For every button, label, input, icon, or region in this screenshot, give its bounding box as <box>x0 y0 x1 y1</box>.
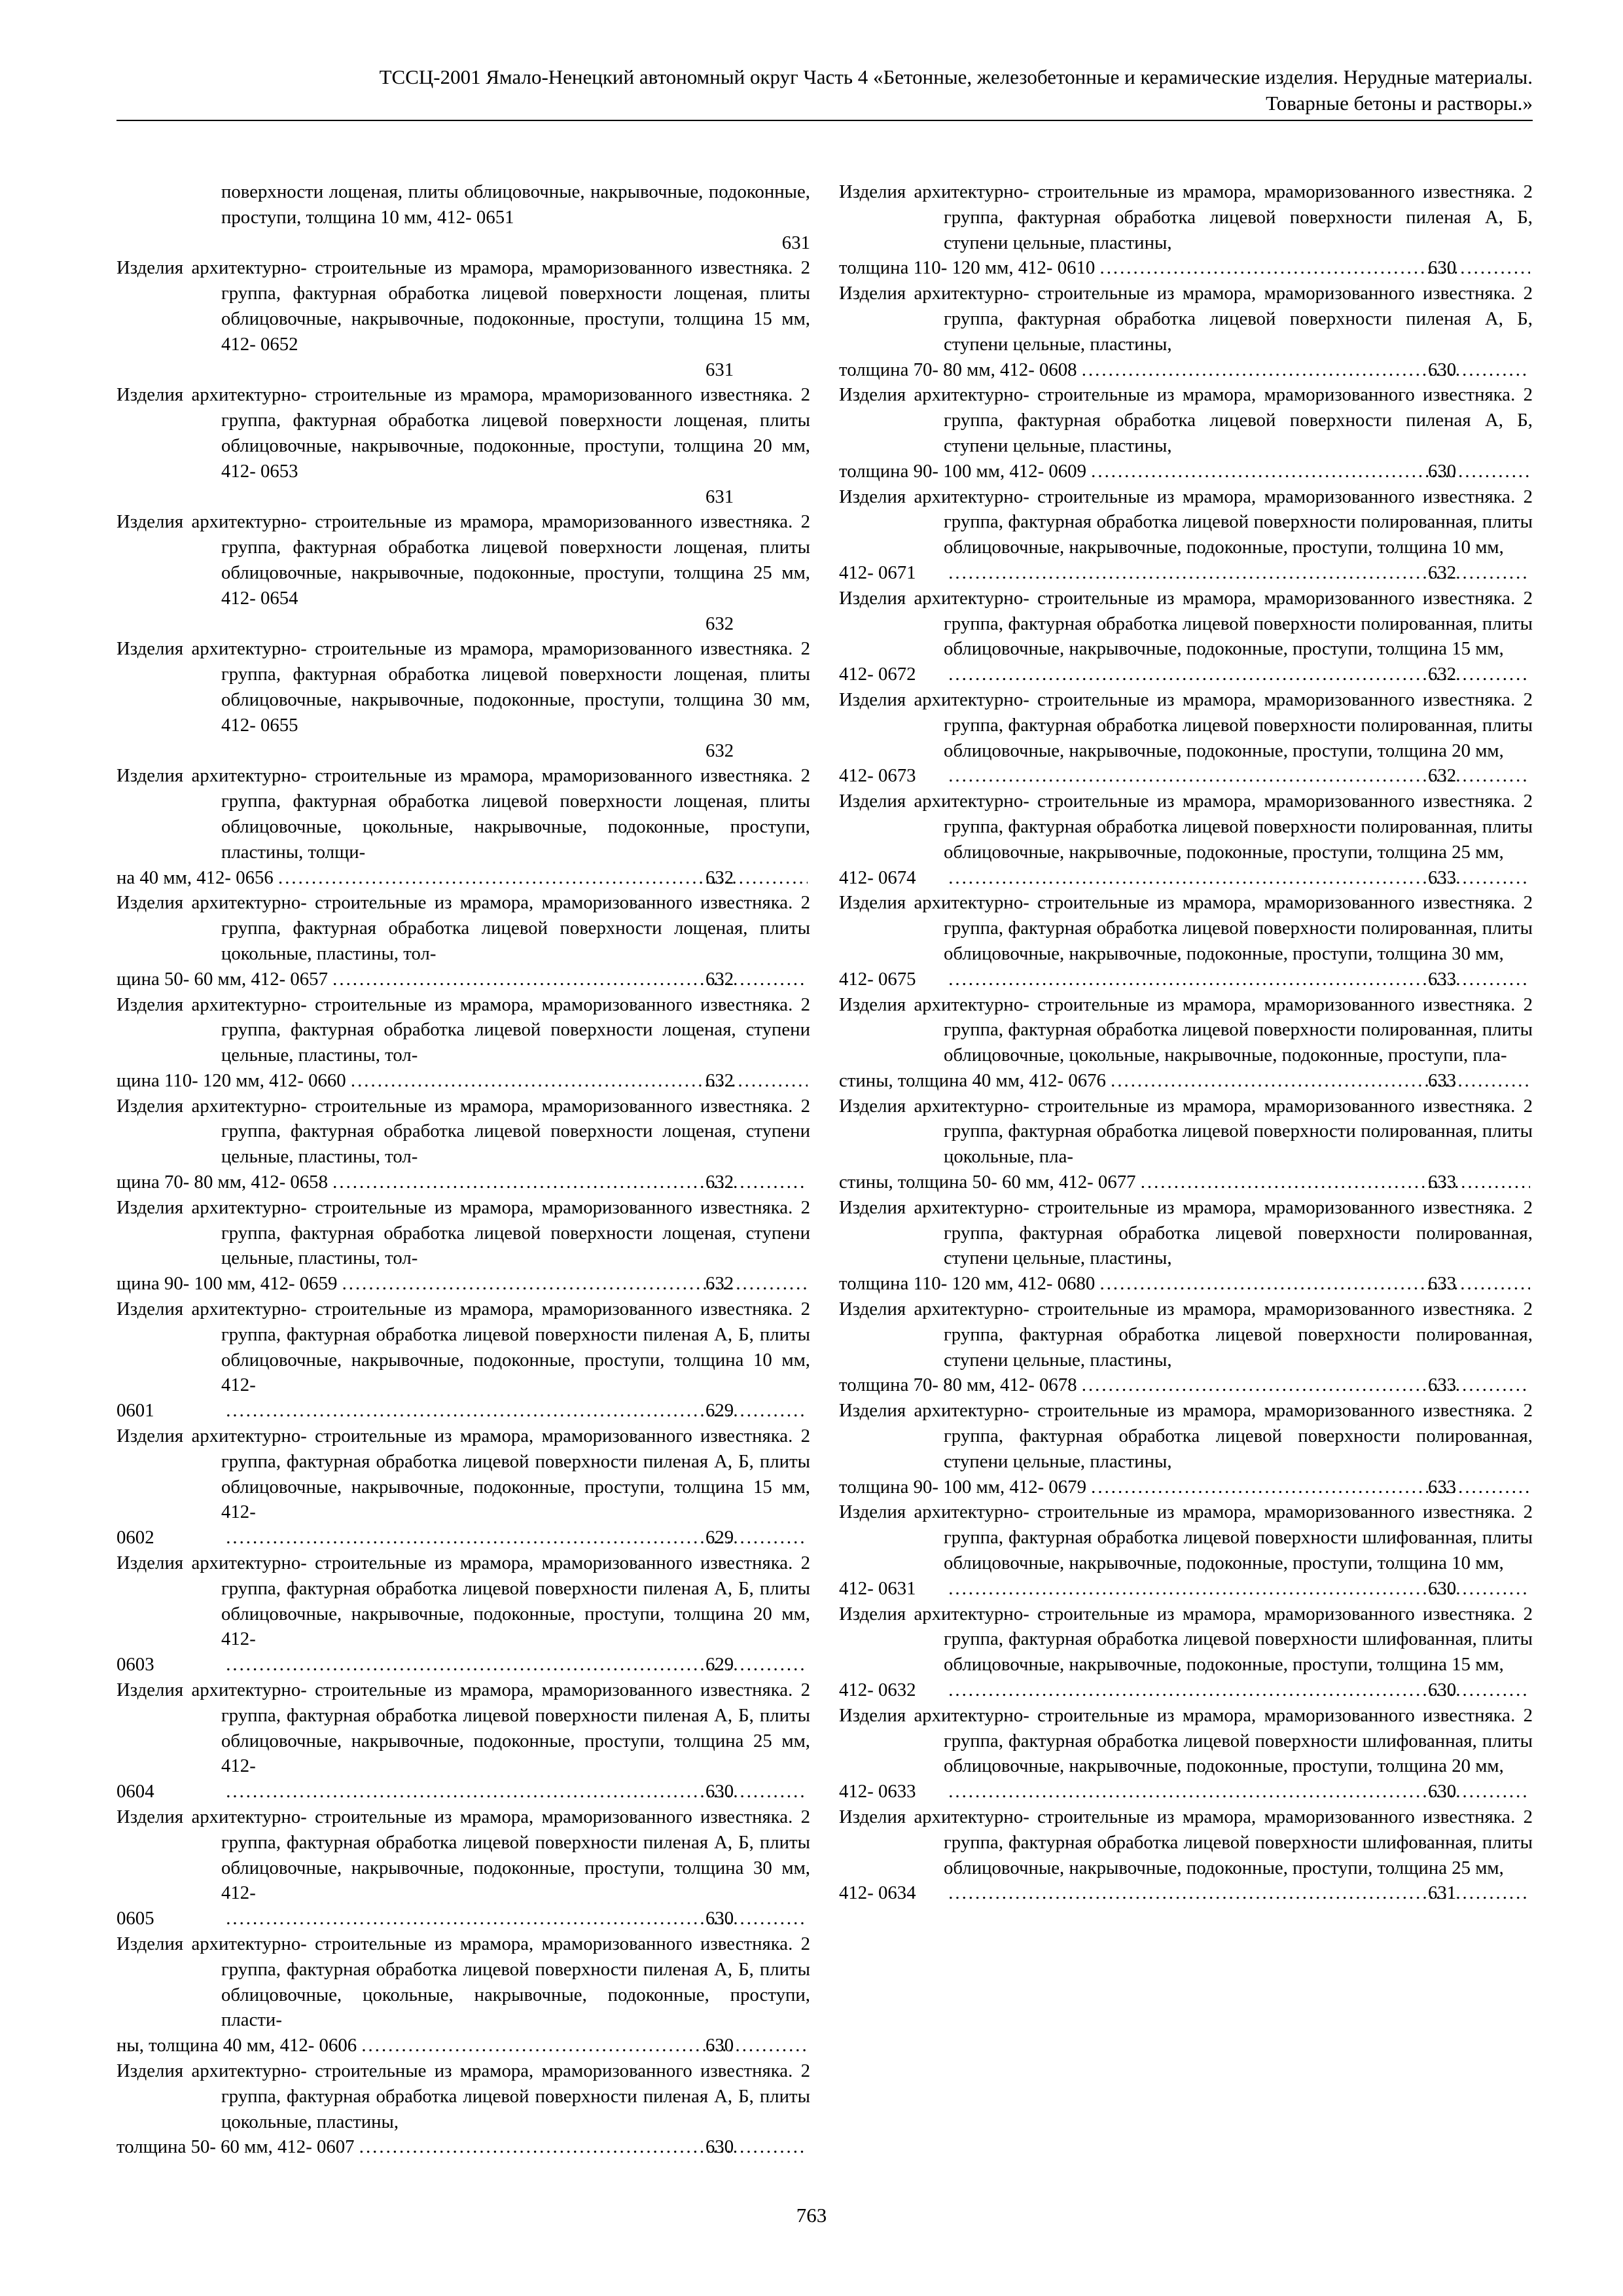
index-entry-lead: Изделия <box>839 384 906 406</box>
index-entry-tail: ны, толщина 40 мм, 412- 0606 <box>116 2035 357 2056</box>
dot-leader <box>1109 1068 1530 1094</box>
index-entry-body: архитектурно- строительные из мрамора, мраморизованного известняка. 2 группа, фактурная обработка лицевой поверхности лощеная, ступени цельные, пластины, тол- <box>191 1196 810 1269</box>
index-entry-body: архитектурно- строительные из мрамора, мраморизованного известняка. 2 группа, фактурная обработка лицевой поверхности полированная, ступени цельные, пластины, <box>914 1400 1533 1472</box>
index-entry-text <box>116 1551 810 1652</box>
index-entry <box>116 2058 810 2160</box>
index-entry-body: архитектурно- строительные из мрамора, мраморизованного известняка. 2 группа, фактурная обработка лицевой поверхности полированная, плиты цокольные, пла- <box>914 1095 1533 1168</box>
index-entry <box>839 382 1533 484</box>
index-entry-body: архитектурно- строительные из мрамора, мраморизованного известняка. 2 группа, фактурная обработка лицевой поверхности пиленая А, Б, ступени цельные, пластины, <box>914 181 1533 253</box>
index-entry-text <box>839 1297 1533 1372</box>
index-entry-tail: стины, толщина 50- 60 мм, 412- 0677 <box>839 1172 1136 1193</box>
index-entry-text <box>116 1677 810 1779</box>
index-entry-text <box>839 484 1533 560</box>
index-entry-text <box>839 1398 1533 1474</box>
index-entry-leader-line: 632 <box>705 740 734 761</box>
index-entry-text <box>116 1804 810 1906</box>
index-entry-body: архитектурно- строительные из мрамора, мраморизованного известняка. 2 группа, фактурная обработка лицевой поверхности пиленая А, Б, плиты облицовочные, накрывочные, подоконные, проступи, толщина 30 мм, 412- <box>191 1806 810 1904</box>
index-entry-tail: на 40 мм, 412- 0656 <box>116 867 274 888</box>
index-entry-body: архитектурно- строительные из мрамора, мраморизованного известняка. 2 группа, фактурная обработка лицевой поверхности пиленая А, Б, плиты облицовочные, накрывочные, подоконные, проступи, толщина 10 мм, 412- <box>191 1299 810 1396</box>
index-entry-lead: Изделия <box>116 892 184 914</box>
index-entry-lead: Изделия <box>839 1603 906 1624</box>
index-entry <box>116 382 810 509</box>
index-entry <box>839 1398 1533 1499</box>
index-entry-lead: Изделия <box>839 892 906 914</box>
index-entry-lead: Изделия <box>116 638 184 660</box>
index-entry <box>116 763 810 890</box>
index-entry-tail: толщина 110- 120 мм, 412- 0610 <box>839 257 1096 279</box>
index-entry-leader-line: 0602 ..... 629 <box>221 1525 810 1551</box>
index-entry-text <box>839 1602 1533 1677</box>
index-entry <box>839 890 1533 992</box>
dot-leader <box>330 967 808 992</box>
index-entry-text <box>116 636 810 738</box>
index-entry-leader-line: толщина 70- 80 мм, 412- 0678 ..... 633 <box>944 1372 1533 1398</box>
index-entry-lead: Изделия <box>839 1299 906 1320</box>
index-entry-text <box>839 179 1533 255</box>
index-entry-body: архитектурно- строительные из мрамора, мраморизованного известняка. 2 группа, фактурная обработка лицевой поверхности пиленая А, Б, ступени цельные, пластины, <box>914 384 1533 456</box>
index-entry <box>116 1551 810 1677</box>
index-entry-leader-line: щина 90- 100 мм, 412- 0659 ..... 632 <box>221 1271 810 1297</box>
index-entry <box>116 1804 810 1931</box>
index-entry-lead: Изделия <box>839 181 906 202</box>
dot-leader <box>340 1271 808 1297</box>
index-entry-text <box>839 992 1533 1068</box>
dot-leader <box>1139 1170 1530 1195</box>
index-entry-tail: щина 110- 120 мм, 412- 0660 <box>116 1069 346 1091</box>
index-entry-text <box>839 382 1533 458</box>
index-entry-text <box>116 255 810 357</box>
index-entry-body: архитектурно- строительные из мрамора, мраморизованного известняка. 2 группа, фактурная обработка лицевой поверхности пиленая А, Б, плиты облицовочные, цокольные, накрывочные, подоконные, проступи, пласти- <box>191 1933 810 2031</box>
index-entry-leader-line: толщина 110- 120 мм, 412- 0680 ..... 633 <box>944 1271 1533 1297</box>
dot-leader <box>1089 459 1530 484</box>
index-entry-text <box>116 1424 810 1525</box>
index-entry-text <box>116 382 810 484</box>
index-entry-lead: Изделия <box>116 1426 184 1447</box>
index-entry <box>839 1195 1533 1297</box>
index-entry-leader-line: 0601 ..... 629 <box>221 1398 810 1424</box>
page-number: 763 <box>796 2204 827 2227</box>
index-entry-lead: Изделия <box>116 765 184 787</box>
index-entry-lead: Изделия <box>116 1679 184 1701</box>
index-entry-body: архитектурно- строительные из мрамора, мраморизованного известняка. 2 группа, фактурная обработка лицевой поверхности шлифованная, плиты облицовочные, накрывочные, подоконные, проступи, толщина 15 мм, <box>914 1603 1533 1676</box>
index-entry-lead: Изделия <box>839 486 906 507</box>
index-entry-text <box>839 1703 1533 1779</box>
index-entry-text <box>116 763 810 865</box>
index-entry-body: архитектурно- строительные из мрамора, мраморизованного известняка. 2 группа, фактурная обработка лицевой поверхности шлифованная, плиты облицовочные, накрывочные, подоконные, проступи, толщина 10 мм, <box>914 1501 1533 1574</box>
index-entry-body: архитектурно- строительные из мрамора, мраморизованного известняка. 2 группа, фактурная обработка лицевой поверхности лощеная, плиты облицовочные, накрывочные, подоконные, проступи, толщина 25 мм, 412- 0654 <box>191 511 810 609</box>
index-entry-text <box>839 1195 1533 1271</box>
dot-leader <box>359 2033 808 2058</box>
index-entry-tail: щина 90- 100 мм, 412- 0659 <box>116 1273 338 1295</box>
index-entry <box>839 687 1533 789</box>
index-entry-tail: толщина 110- 120 мм, 412- 0680 <box>839 1273 1096 1295</box>
index-entry <box>116 1297 810 1424</box>
index-entry-lead: Изделия <box>116 257 184 279</box>
index-entry-leader-line: толщина 110- 120 мм, 412- 0610 ..... 630 <box>944 255 1533 281</box>
index-entry <box>839 1499 1533 1601</box>
index-entry-body: архитектурно- строительные из мрамора, мраморизованного известняка. 2 группа, фактурная обработка лицевой поверхности пиленая А, Б, плиты облицовочные, накрывочные, подоконные, проступи, толщина 20 мм, 412- <box>191 1552 810 1650</box>
index-entry-leader-line: стины, толщина 40 мм, 412- 0676 ..... 633 <box>944 1068 1533 1094</box>
index-entry-body: архитектурно- строительные из мрамора, мраморизованного известняка. 2 группа, фактурная обработка лицевой поверхности полированная, плиты облицовочные, цокольные, накрывочные, подоконные, проступи, пла- <box>914 994 1533 1066</box>
index-entry-lead: Изделия <box>839 791 906 812</box>
index-entry-lead: Изделия <box>839 283 906 304</box>
index-entry-tail: стины, толщина 40 мм, 412- 0676 <box>839 1069 1106 1091</box>
index-entry-text <box>116 1931 810 2033</box>
index-entry <box>116 1424 810 1551</box>
index-column-left <box>116 179 810 2160</box>
index-entry <box>839 1703 1533 1804</box>
dot-leader <box>1080 1372 1530 1398</box>
index-entry-text <box>839 687 1533 763</box>
index-entry-lead: Изделия <box>116 1552 184 1574</box>
index-entry-lead: Изделия <box>839 1095 906 1117</box>
index-entry-lead: Изделия <box>116 384 184 406</box>
index-entry-leader-line: 0603 ..... 629 <box>221 1652 810 1677</box>
index-entry-body: архитектурно- строительные из мрамора, мраморизованного известняка. 2 группа, фактурная обработка лицевой поверхности лощеная, плиты облицовочные, накрывочные, подоконные, проступи, толщина 15 мм, 412- 0652 <box>191 257 810 355</box>
index-entry <box>839 281 1533 382</box>
index-entry-lead: Изделия <box>839 587 906 609</box>
index-entry-lead: Изделия <box>116 994 184 1015</box>
index-entry-leader-line: щина 50- 60 мм, 412- 0657 ..... 632 <box>221 967 810 992</box>
index-column-right <box>839 179 1533 1906</box>
index-entry-body: поверхности лощеная, плиты облицовочные, накрывочные, подоконные, проступи, толщина 10 мм, 412- 0651 <box>221 181 810 228</box>
index-entry-tail: щина 70- 80 мм, 412- 0658 <box>116 1172 328 1193</box>
index-entry-leader-line: 412- 0632 ..... 630 <box>944 1677 1533 1703</box>
index-entry-lead: Изделия <box>839 689 906 710</box>
index-entry-body: архитектурно- строительные из мрамора, мраморизованного известняка. 2 группа, фактурная обработка лицевой поверхности полированная, плиты облицовочные, накрывочные, подоконные, проступи, толщина 25 мм, <box>914 791 1533 863</box>
index-entry-leader-line: стины, толщина 50- 60 мм, 412- 0677 ..... 633 <box>944 1170 1533 1195</box>
dot-leader <box>349 1068 808 1094</box>
index-entry-body: архитектурно- строительные из мрамора, мраморизованного известняка. 2 группа, фактурная обработка лицевой поверхности пиленая А, Б, ступени цельные, пластины, <box>914 283 1533 355</box>
index-entry-tail: толщина 70- 80 мм, 412- 0678 <box>839 1374 1077 1396</box>
index-entry <box>116 1931 810 2058</box>
dot-leader <box>1097 1271 1530 1297</box>
index-entry-lead: Изделия <box>839 994 906 1015</box>
index-entry-tail: толщина 90- 100 мм, 412- 0609 <box>839 460 1086 482</box>
index-entry-body: архитектурно- строительные из мрамора, мраморизованного известняка. 2 группа, фактурная обработка лицевой поверхности полированная, ступени цельные, пластины, <box>914 1196 1533 1269</box>
index-entry-lead: Изделия <box>839 1501 906 1523</box>
index-entry-text <box>839 281 1533 357</box>
running-header <box>116 64 1533 117</box>
index-entry-page: 631 <box>781 232 810 253</box>
dot-leader <box>357 2134 808 2160</box>
index-entry-body: архитектурно- строительные из мрамора, мраморизованного известняка. 2 группа, фактурная обработка лицевой поверхности полированная, плиты облицовочные, накрывочные, подоконные, проступи, толщина 30 мм, <box>914 892 1533 964</box>
index-entry-body: архитектурно- строительные из мрамора, мраморизованного известняка. 2 группа, фактурная обработка лицевой поверхности пиленая А, Б, плиты облицовочные, накрывочные, подоконные, проступи, толщина 25 мм, 412- <box>191 1679 810 1777</box>
index-entry <box>116 636 810 763</box>
index-entry-text <box>221 179 810 230</box>
index-entry-text <box>839 890 1533 966</box>
index-entry-leader-line: 412- 0674 ..... 633 <box>944 865 1533 891</box>
index-entry <box>116 509 810 636</box>
index-entry <box>839 1804 1533 1906</box>
index-entry <box>116 1094 810 1195</box>
index-entry-body: архитектурно- строительные из мрамора, мраморизованного известняка. 2 группа, фактурная обработка лицевой поверхности пиленая А, Б, плиты облицовочные, накрывочные, подоконные, проступи, толщина 15 мм, 412- <box>191 1426 810 1523</box>
running-header-line-2: Товарные бетоны и растворы.» <box>1266 92 1533 115</box>
index-entry-text <box>116 890 810 966</box>
index-entry-text <box>839 1094 1533 1170</box>
index-entry-leader-line: 412- 0633 ..... 630 <box>944 1779 1533 1804</box>
index-entry-body: архитектурно- строительные из мрамора, мраморизованного известняка. 2 группа, фактурная обработка лицевой поверхности лощеная, плиты облицовочные, цокольные, накрывочные, подоконные, проступи, пластины, толщи- <box>191 765 810 863</box>
index-entry-lead: Изделия <box>839 1400 906 1422</box>
index-entry-tail: щина 50- 60 мм, 412- 0657 <box>116 968 328 990</box>
index-entry-leader-line: 412- 0673 ..... 632 <box>944 763 1533 789</box>
index-entry <box>839 484 1533 586</box>
index-entry-lead: Изделия <box>116 1299 184 1320</box>
index-entry-text <box>116 1195 810 1271</box>
index-entry <box>839 1094 1533 1195</box>
index-entry <box>116 1677 810 1804</box>
index-entry <box>839 1297 1533 1398</box>
index-entry-leader-line: толщина 90- 100 мм, 412- 0679 ..... 633 <box>944 1475 1533 1500</box>
index-entry-body: архитектурно- строительные из мрамора, мраморизованного известняка. 2 группа, фактурная обработка лицевой поверхности полированная, плиты облицовочные, накрывочные, подоконные, проступи, толщина 10 мм, <box>914 486 1533 558</box>
index-entry <box>116 255 810 382</box>
index-entry-text <box>116 1297 810 1398</box>
index-entry-leader-line: 631 <box>705 359 734 380</box>
index-entry <box>116 890 810 992</box>
index-entry-leader-line: толщина 50- 60 мм, 412- 0607 ..... 630 <box>221 2134 810 2160</box>
index-entry-lead: Изделия <box>116 1095 184 1117</box>
index-entry-body: архитектурно- строительные из мрамора, мраморизованного известняка. 2 группа, фактурная обработка лицевой поверхности полированная, плиты облицовочные, накрывочные, подоконные, проступи, толщина 20 мм, <box>914 689 1533 761</box>
index-entry-body: архитектурно- строительные из мрамора, мраморизованного известняка. 2 группа, фактурная обработка лицевой поверхности шлифованная, плиты облицовочные, накрывочные, подоконные, проступи, толщина 25 мм, <box>914 1806 1533 1878</box>
index-entry-text <box>839 586 1533 662</box>
index-entry-body: архитектурно- строительные из мрамора, мраморизованного известняка. 2 группа, фактурная обработка лицевой поверхности лощеная, плиты цокольные, пластины, тол- <box>191 892 810 964</box>
index-entry-text <box>116 1094 810 1170</box>
index-entry-text <box>116 509 810 611</box>
index-entry-body: архитектурно- строительные из мрамора, мраморизованного известняка. 2 группа, фактурная обработка лицевой поверхности лощеная, ступени цельные, пластины, тол- <box>191 994 810 1066</box>
index-entry-lead: Изделия <box>116 1196 184 1218</box>
index-entry-body: архитектурно- строительные из мрамора, мраморизованного известняка. 2 группа, фактурная обработка лицевой поверхности пиленая А, Б, плиты цокольные, пластины, <box>191 2060 810 2132</box>
header-rule <box>116 120 1533 121</box>
dot-leader <box>330 1170 808 1195</box>
index-entry-leader-line: 631 <box>705 486 734 507</box>
dot-leader <box>1097 255 1530 281</box>
index-entry-lead: Изделия <box>116 2060 184 2081</box>
index-entry-leader-line: толщина 90- 100 мм, 412- 0609 ..... 630 <box>944 459 1533 484</box>
dot-leader <box>1089 1475 1530 1500</box>
index-entry-text <box>839 1499 1533 1575</box>
index-entry <box>839 789 1533 890</box>
index-entry-body: архитектурно- строительные из мрамора, мраморизованного известняка. 2 группа, фактурная обработка лицевой поверхности лощеная, ступени цельные, пластины, тол- <box>191 1095 810 1168</box>
index-entry-lead: Изделия <box>839 1806 906 1827</box>
index-entry-lead: Изделия <box>839 1196 906 1218</box>
index-entry-text <box>116 2058 810 2134</box>
index-entry-leader-line: на 40 мм, 412- 0656 ..... 632 <box>221 865 810 891</box>
index-entry-leader-line: 412- 0634 ..... 631 <box>944 1880 1533 1906</box>
index-entry-tail: толщина 50- 60 мм, 412- 0607 <box>116 2136 355 2158</box>
index-entry-leader-line: 412- 0671 ..... 632 <box>944 560 1533 586</box>
dot-leader <box>1080 357 1530 383</box>
index-entry-body: архитектурно- строительные из мрамора, мраморизованного известняка. 2 группа, фактурная обработка лицевой поверхности шлифованная, плиты облицовочные, накрывочные, подоконные, проступи, толщина 20 мм, <box>914 1704 1533 1777</box>
index-entry-leader-line: ны, толщина 40 мм, 412- 0606 ..... 630 <box>221 2033 810 2058</box>
index-entry-lead: Изделия <box>839 1704 906 1726</box>
index-entry <box>116 1195 810 1297</box>
index-entry-tail: толщина 70- 80 мм, 412- 0608 <box>839 359 1077 380</box>
index-entry-body: архитектурно- строительные из мрамора, мраморизованного известняка. 2 группа, фактурная обработка лицевой поверхности полированная, плиты облицовочные, накрывочные, подоконные, проступи, толщина 15 мм, <box>914 587 1533 660</box>
index-entry-body: архитектурно- строительные из мрамора, мраморизованного известняка. 2 группа, фактурная обработка лицевой поверхности полированная, ступени цельные, пластины, <box>914 1299 1533 1371</box>
index-entry-tail: толщина 90- 100 мм, 412- 0679 <box>839 1476 1086 1498</box>
index-entry <box>116 179 810 255</box>
index-entry-leader-line: 632 <box>705 613 734 634</box>
index-entry-lead: Изделия <box>116 511 184 533</box>
index-entry-leader-line: 412- 0631 ..... 630 <box>944 1576 1533 1602</box>
index-entry-lead: Изделия <box>116 1933 184 1954</box>
index-entry <box>839 1602 1533 1703</box>
index-entry <box>839 992 1533 1094</box>
index-entry-body: архитектурно- строительные из мрамора, мраморизованного известняка. 2 группа, фактурная обработка лицевой поверхности лощеная, плиты облицовочные, накрывочные, подоконные, проступи, толщина 30 мм, 412- 0655 <box>191 638 810 736</box>
index-entry-leader-line: 412- 0672 ..... 632 <box>944 662 1533 687</box>
index-entry <box>116 992 810 1094</box>
index-entry-body: архитектурно- строительные из мрамора, мраморизованного известняка. 2 группа, фактурная обработка лицевой поверхности лощеная, плиты облицовочные, накрывочные, подоконные, проступи, толщина 20 мм, 412- 0653 <box>191 384 810 482</box>
index-entry-leader-line: 412- 0675 ..... 633 <box>944 967 1533 992</box>
index-entry-text <box>839 1804 1533 1880</box>
index-entry-text <box>116 992 810 1068</box>
index-entry <box>839 586 1533 687</box>
index-entry-leader-line <box>221 230 810 256</box>
index-entry-leader-line: толщина 70- 80 мм, 412- 0608 ..... 630 <box>944 357 1533 383</box>
index-entry-leader-line: 0604 ..... 630 <box>221 1779 810 1804</box>
index-entry-lead: Изделия <box>116 1806 184 1827</box>
index-entry-text <box>839 789 1533 865</box>
index-entry-leader-line: щина 110- 120 мм, 412- 0660 ..... 632 <box>221 1068 810 1094</box>
running-header-line-1: ТССЦ-2001 Ямало-Ненецкий автономный округ Часть 4 «Бетонные, железобетонные и керамические изделия. Нерудные материалы. <box>379 65 1533 88</box>
index-entry-leader-line: 0605 ..... 630 <box>221 1906 810 1931</box>
index-entry <box>839 179 1533 281</box>
index-entry-leader-line: щина 70- 80 мм, 412- 0658 ..... 632 <box>221 1170 810 1195</box>
